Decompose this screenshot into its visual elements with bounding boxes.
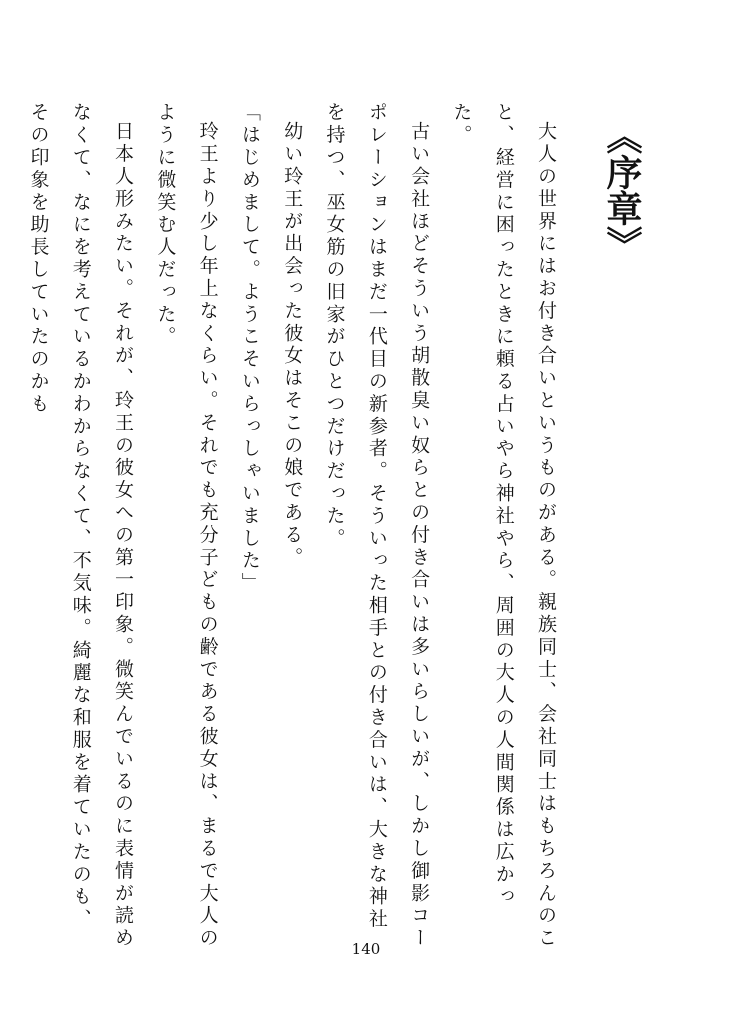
paragraph: 玲王より少し年上なくらい。それでも充分子どもの齢である彼女は、まるで大人のように微笑む人だった。	[154, 102, 219, 950]
dialogue-paragraph: 「はじめまして。ようこそいらっしゃいました」	[238, 102, 261, 595]
page-number: 140	[351, 940, 381, 958]
paragraph: 幼い玲王が出会った彼女はそこの娘である。	[281, 121, 304, 569]
chapter-title: 《序章》	[601, 118, 643, 262]
body-text	[17, 102, 567, 952]
paragraph: 古い会社ほどそういう胡散臭い奴らとの付き合いは多いらしいが、しかし御影コーポレーションはまだ一代目の新参者。そういった相手との付き合いは、大きな神社を持つ、巫女筋の旧家がひとつだけだった。	[323, 102, 431, 950]
paragraph: 大人の世界にはお付き合いというものがある。親族同士、会社同士はもちろんのこと、経営に困ったときに頼る占いやら神社やら、周囲の大人の人間関係は広かった。	[450, 102, 557, 950]
paragraph: 日本人形みたい。それが、玲王の彼女への第一印象。微笑んでいるのに表情が読めなくて、なにを考えているかわからなくて、不気味。綺麗な和服を着ていたのも、その印象を助長していたのかも	[27, 102, 135, 950]
